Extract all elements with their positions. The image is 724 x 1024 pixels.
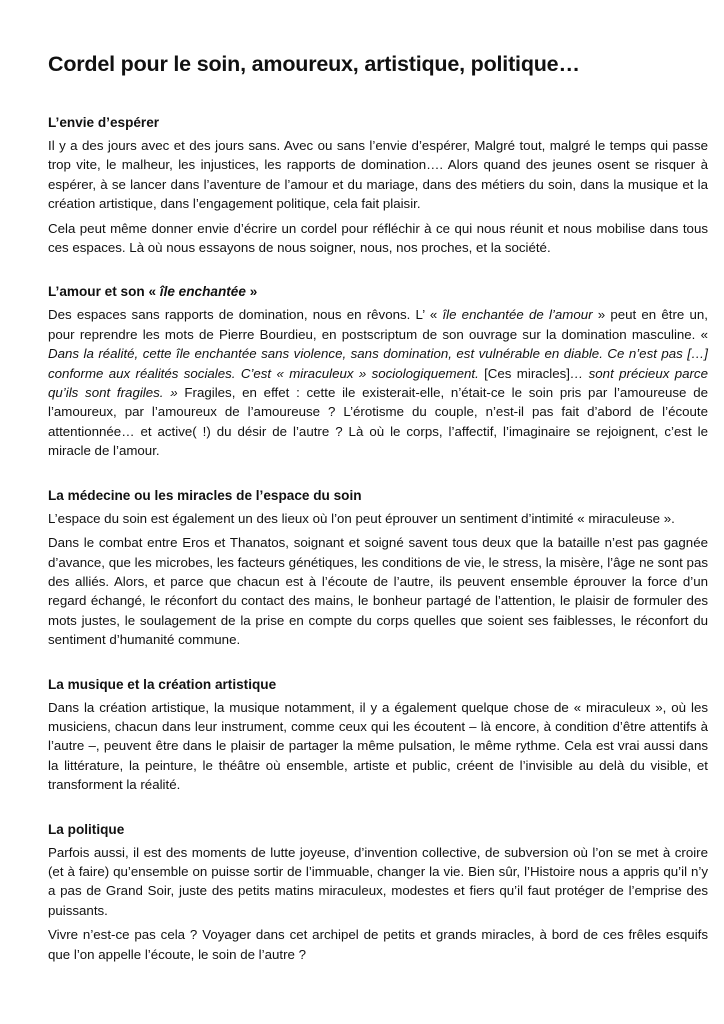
italic-quote: Dans la réalité, cette île enchantée sans violence, sans domination, est vulnérable en diable. Ce n’est pas […] conforme aux réalités sociales. C’est « miraculeux » sociologiquement.	[48, 346, 708, 381]
text-run: » peut en être un, pour reprendre les mots de Pierre Bourdieu, en postscriptum de son ouvrage sur la domination masculine. «	[48, 307, 708, 342]
italic-run: île enchantée de l’amour	[442, 307, 593, 323]
paragraph: Parfois aussi, il est des moments de lutte joyeuse, d’invention collective, de subversion où l’on se met à croire (et à faire) qu’ensemble on puisse sortir de l’immuable, changer la vie. Bien sûr, l’Histoire nous a appris qu’il n’y a pas de Grand Soir, juste des petits matins miraculeux, modestes et fiers qu’il faut protéger de l’emprise des puissants.	[48, 844, 708, 918]
section-heading: La médecine ou les miracles de l’espace du soin	[48, 487, 362, 503]
section-heading: L’envie d’espérer	[48, 115, 160, 130]
section-heading	[48, 283, 708, 301]
italic-quote: … sont précieux parce qu’ils sont fragiles. »	[48, 365, 708, 401]
section-heading: La musique et la création artistique	[48, 676, 277, 692]
heading-italic-text: île enchantée	[159, 284, 246, 300]
section-medicine	[48, 487, 708, 650]
section-politics	[48, 821, 708, 964]
heading-text: L’amour et son «	[48, 284, 160, 300]
section-hope	[48, 114, 708, 257]
heading-text: »	[245, 284, 258, 300]
document-title: Cordel pour le soin, amoureux, artistique, politique…	[48, 52, 580, 76]
paragraph: Vivre n’est-ce pas cela ? Voyager dans cet archipel de petits et grands miracles, à bord de ces frêles esquifs que l’on appelle l’écoute, le soin de l’autre ?	[48, 927, 708, 962]
paragraph: Cela peut même donner envie d’écrire un cordel pour réfléchir à ce qui nous réunit et nous mobilise dans tous ces espaces. Là où nous essayons de nous soigner, nous, nos proches, et la société.	[48, 220, 708, 256]
paragraph	[48, 305, 708, 460]
section-music	[48, 676, 708, 795]
section-heading: La politique	[48, 821, 125, 837]
text-run: Fragiles, en effet : cette ile existerait-elle, n’était-ce le soin pris par l’amoureuse de l’amoureux, par l’amoureux de l’amoureuse ? L’érotisme du couple, n’est-il pas fait d’abord de l’écoute attentionnée… et active( !) du désir de l’autre ? Là où le corps, l’affectif, l’imaginaire se rejoignent, c’est le miracle de l’amour.	[48, 385, 708, 459]
text-run: Des espaces sans rapports de domination, nous en rêvons. L’ «	[48, 307, 443, 323]
paragraph: Dans le combat entre Eros et Thanatos, soignant et soigné savent tous deux que la bataille n’est pas gagnée d’avance, que les microbes, les facteurs génétiques, les conditions de vie, le stress, la misère, l’âge ne sont pas des alliés. Alors, et parce que chacun est à l’écoute de l’autre, ils peuvent ensemble éprouver la force d’un regard échangé, le réconfort du contact des mains, le bonheur partagé de l’attention, le plaisir de formuler des mots justes, le soulagement de la prise en compte du corps quelles que soient ses faiblesses, le réconfort du sentiment d’humanité commune.	[48, 535, 708, 648]
document-page	[48, 50, 708, 990]
paragraph: Il y a des jours avec et des jours sans. Avec ou sans l’envie d’espérer, Malgré tout, malgré le temps qui passe trop vite, le malheur, les injustices, les rapports de domination…. Alors quand des jeunes osent se risquer à espérer, à se lancer dans l’aventure de l’amour et du mariage, dans des métiers du soin, dans la musique et la création artistique, dans l’engagement politique, cela fait plaisir.	[48, 138, 708, 212]
paragraph: L’espace du soin est également un des lieux où l’on peut éprouver un sentiment d’intimité « miraculeuse ».	[48, 510, 675, 526]
text-run: [Ces miracles]	[478, 365, 570, 381]
paragraph: Dans la création artistique, la musique notamment, il y a également quelque chose de « miraculeux », où les musiciens, chacun dans leur instrument, comme ceux qui les écoutent – là encore, à condition d’être attentifs à l’autre –, peuvent être dans le plaisir de partager la même pulsation, le même rythme. Cela est vrai aussi dans la littérature, la peinture, le théâtre où ensemble, artiste et public, créent de l’invisible au delà du visible, et transforment la réalité.	[48, 699, 708, 793]
section-love	[48, 283, 708, 460]
